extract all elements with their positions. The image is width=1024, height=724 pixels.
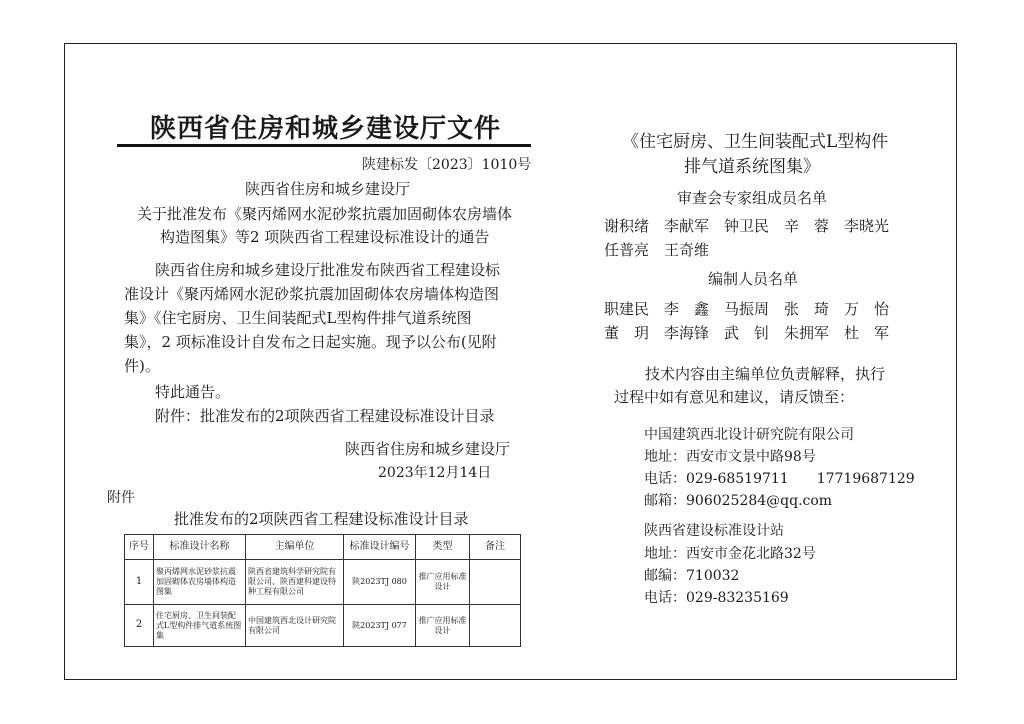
notice-subject-line1: 关于批准发布《聚丙烯网水泥砂浆抗震加固砌体农房墙体 xyxy=(137,205,513,223)
attachment-label: 附件 xyxy=(107,490,135,506)
org1-email: 邮箱：906025284@qq.com xyxy=(644,493,833,509)
review-heading: 审查会专家组成员名单 xyxy=(677,189,828,207)
org2-address: 地址：西安市金花北路32号 xyxy=(644,546,816,562)
tech-note-line1: 技术内容由主编单位负责解释，执行 xyxy=(645,365,886,383)
issuer: 陕西省住房和城乡建设厅 xyxy=(245,180,411,198)
col-header-index: 序号 xyxy=(125,535,154,560)
cell-editor: 陕西省建筑科学研究院有限公司、陕西建科建设特种工程有限公司 xyxy=(246,560,344,605)
book-title-line2: 排气道系统图集》 xyxy=(684,157,820,177)
signature: 陕西省住房和城乡建设厅 xyxy=(345,440,511,458)
org1-name: 中国建筑西北设计研究院有限公司 xyxy=(644,427,854,443)
title-divider xyxy=(117,144,531,147)
review-members-line2: 任普亮 王奇维 xyxy=(604,241,710,259)
attachment-note: 附件：批准发布的2项陕西省工程建设标准设计目录 xyxy=(155,407,495,425)
cell-name: 住宅厨房、卫生间装配式L型构件排气道系统图集 xyxy=(154,605,246,647)
table-header-row xyxy=(125,535,521,560)
col-header-type: 类型 xyxy=(416,535,470,560)
notice-subject-line2: 构造图集》等2 项陕西省工程建设标准设计的通告 xyxy=(160,228,490,246)
col-header-code: 标准设计编号 xyxy=(344,535,416,560)
cell-editor: 中国建筑西北设计研究院有限公司 xyxy=(246,605,344,647)
cell-name: 聚丙烯网水泥砂浆抗震加固砌体农房墙体构造图集 xyxy=(154,560,246,605)
table-title: 批准发布的2项陕西省工程建设标准设计目录 xyxy=(174,510,469,528)
cell-index: 1 xyxy=(125,560,154,605)
col-header-remark: 备注 xyxy=(470,535,521,560)
org2-postcode: 邮编：710032 xyxy=(644,568,740,584)
cell-type: 推广应用标准设计 xyxy=(416,605,470,647)
col-header-editor: 主编单位 xyxy=(246,535,344,560)
body-line2: 准设计《聚丙烯网水泥砂浆抗震加固砌体农房墙体构造图 xyxy=(124,285,500,303)
org2-phone: 电话：029-83235169 xyxy=(644,590,789,606)
document-number: 陕建标发〔2023〕1010号 xyxy=(362,157,532,173)
compile-members-line1: 职建民 李 鑫 马振周 张 琦 万 怡 xyxy=(604,300,890,318)
org1-address: 地址：西安市文景中路98号 xyxy=(644,449,816,465)
tech-note-line2: 过程中如有意见和建议，请反馈至： xyxy=(614,388,855,406)
review-members-line1: 谢积绪 李献军 钟卫民 辛 蓉 李晓光 xyxy=(604,217,890,235)
book-title-line1: 《住宅厨房、卫生间装配式L型构件 xyxy=(622,132,889,152)
cell-remark xyxy=(470,605,521,647)
compile-heading: 编制人员名单 xyxy=(708,270,799,288)
standards-table xyxy=(124,534,521,647)
cell-remark xyxy=(470,560,521,605)
col-header-name: 标准设计名称 xyxy=(154,535,246,560)
cell-type: 推广应用标准设计 xyxy=(416,560,470,605)
cell-code: 陕2023TJ 080 xyxy=(344,560,416,605)
issue-date: 2023年12月14日 xyxy=(378,465,492,481)
org2-name: 陕西省建设标准设计站 xyxy=(644,523,784,539)
table-row xyxy=(125,605,521,647)
body-line1: 陕西省住房和城乡建设厅批准发布陕西省工程建设标 xyxy=(155,261,501,279)
body-line3: 集》《住宅厨房、卫生间装配式L型构件排气道系统图 xyxy=(124,309,472,327)
body-line5: 件)。 xyxy=(124,357,160,375)
document-title: 陕西省住房和城乡建设厅文件 xyxy=(150,114,502,144)
compile-members-line2: 董 玥 李海锋 武 钊 朱拥军 杜 军 xyxy=(604,324,890,342)
body-line4: 集》，2 项标准设计自发布之日起实施。现予以公布(见附 xyxy=(124,333,497,351)
cell-code: 陕2023TJ 077 xyxy=(344,605,416,647)
table-row xyxy=(125,560,521,605)
cell-index: 2 xyxy=(125,605,154,647)
org1-phone: 电话：029-68519711 17719687129 xyxy=(644,471,915,487)
notice-closing: 特此通告。 xyxy=(155,383,231,401)
